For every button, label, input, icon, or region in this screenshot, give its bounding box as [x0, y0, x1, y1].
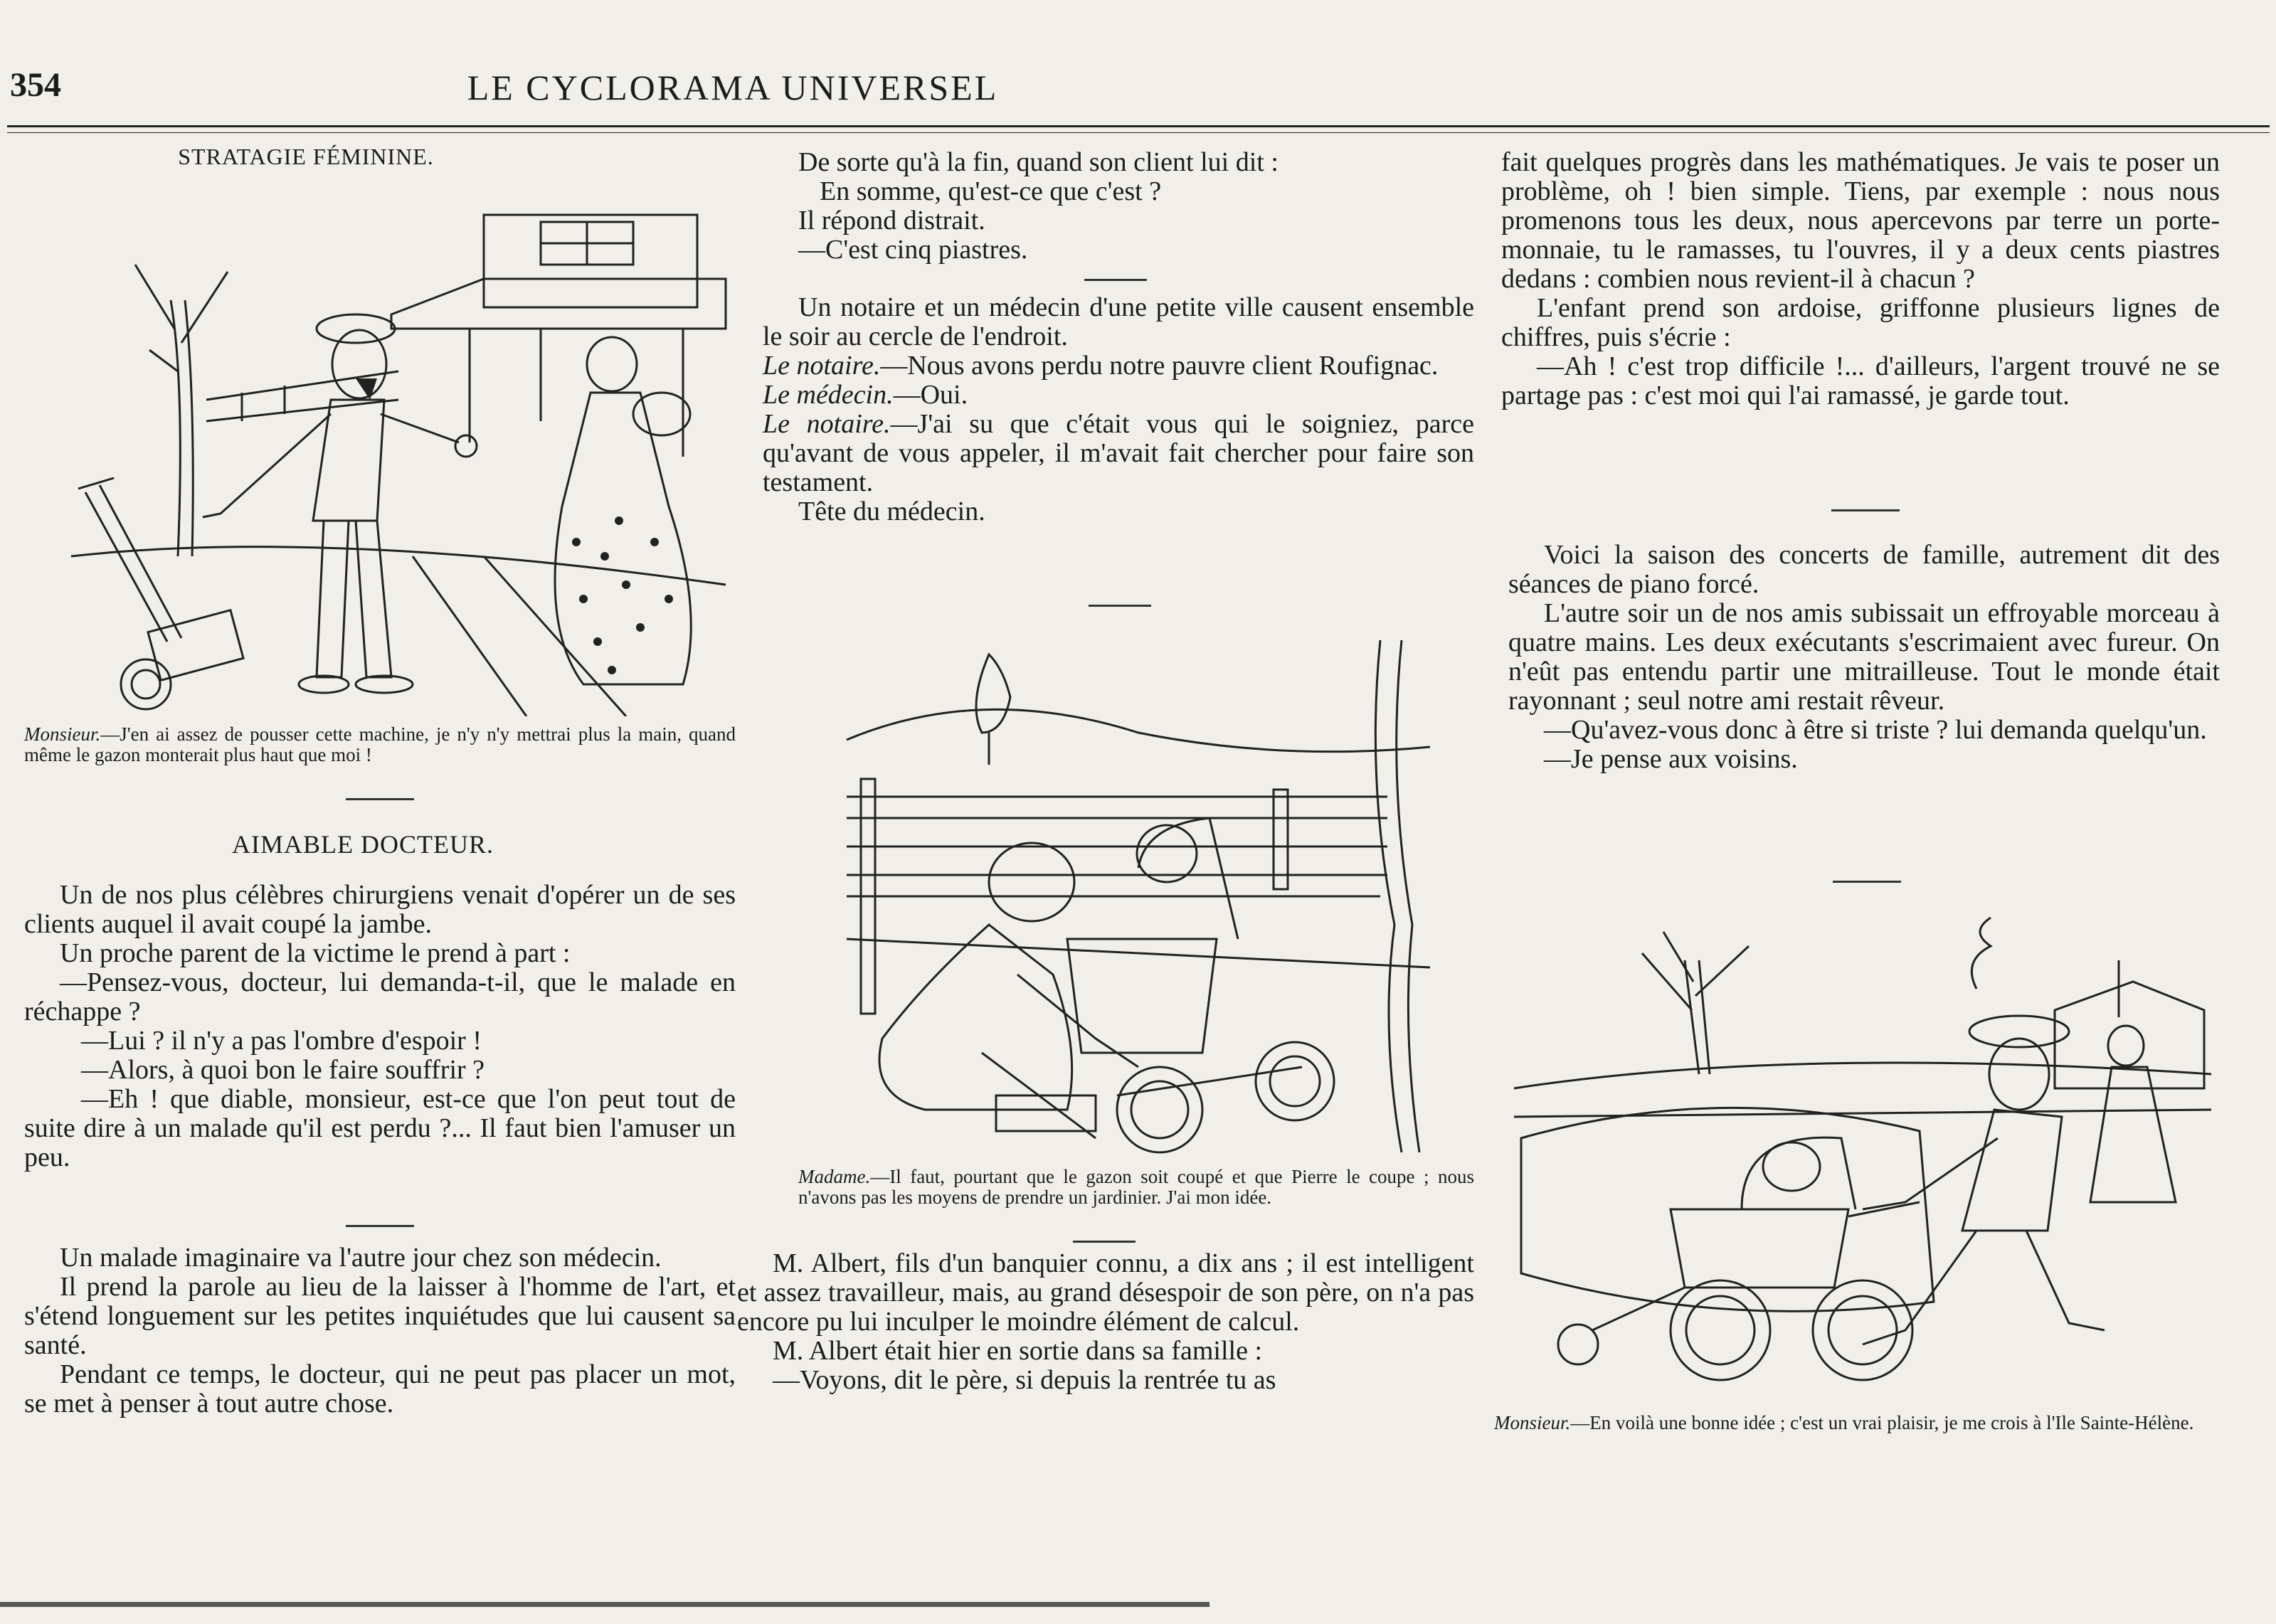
- paragraph: De sorte qu'à la fin, quand son client lui dit :: [798, 147, 1279, 177]
- dialogue-speaker: Le notaire.: [763, 351, 881, 381]
- publication-title: LE CYCLORAMA UNIVERSEL: [467, 68, 999, 107]
- separator: [1831, 509, 1900, 511]
- illustration-pram-mower-drawing: [1507, 903, 2218, 1401]
- paragraph: —Alors, à quoi bon le faire souffrir ?: [81, 1055, 485, 1085]
- paragraph: Pendant ce temps, le docteur, qui ne peut pas placer un mot, se met à penser à tout autre chose.: [24, 1359, 736, 1418]
- paragraph: Un notaire et un médecin d'une petite ville causent ensemble le soir au cercle de l'endroit.: [763, 292, 1474, 351]
- article-albert: [737, 1249, 1474, 1395]
- paragraph: Un de nos plus célèbres chirurgiens venait d'opérer un de ses clients auquel il avait coupé la jambe.: [24, 880, 736, 939]
- caption-pram-lawn: [798, 1167, 1474, 1208]
- dialogue-speaker: Le médecin.: [763, 380, 894, 410]
- caption-speaker: Monsieur.: [24, 723, 101, 745]
- caption-pram-mower: [1494, 1413, 2206, 1433]
- illustration-pram-lawn: [840, 640, 1437, 1158]
- section-heading-stratagie: STRATAGIE FÉMININE.: [178, 144, 434, 169]
- caption-text: —En voilà une bonne idée ; c'est un vrai plaisir, je me crois à l'Ile Sainte-Hélène.: [1570, 1412, 2194, 1433]
- dialogue-text: —Nous avons perdu notre pauvre client Roufignac.: [880, 351, 1439, 381]
- paragraph: Il prend la parole au lieu de la laisser à l'homme de l'art, et s'étend longuement sur les petites inquiétudes que lui causent sa santé.: [24, 1272, 736, 1360]
- page-number: 354: [10, 66, 61, 104]
- paragraph: L'enfant prend son ardoise, griffonne plusieurs lignes de chiffres, puis s'écrie :: [1501, 293, 2220, 352]
- paragraph: —Pensez-vous, docteur, lui demanda-t-il, que le malade en réchappe ?: [24, 967, 736, 1026]
- article-notaire: [763, 293, 1474, 526]
- separator: [1073, 1241, 1136, 1243]
- article-concert: [1508, 541, 2220, 774]
- paragraph: L'autre soir un de nos amis subissait un effroyable morceau à quatre mains. Les deux exécutants s'escrimaient avec fureur. On n'eût pas entendu partir une mitrailleuse. Tout le monde était rayonnant ; seul notre ami restait rêveur.: [1508, 598, 2220, 716]
- separator: [346, 798, 414, 800]
- illustration-pram-lawn-drawing: [840, 640, 1437, 1158]
- paragraph: —Eh ! que diable, monsieur, est-ce que l'on peut tout de suite dire à un malade qu'il est perdu ?... Il faut bien l'amuser un peu.: [24, 1084, 736, 1172]
- separator: [1084, 279, 1147, 281]
- header-rule: [7, 125, 2270, 127]
- header-rule-thin: [7, 132, 2270, 133]
- section-heading-docteur: AIMABLE DOCTEUR.: [232, 830, 494, 859]
- dialogue-text: —J'ai su que c'était vous qui le soigniez, parce qu'avant de vous appeler, il m'avait fait chercher pour faire son testament.: [763, 409, 1474, 497]
- article-albert-continued: [1501, 148, 2220, 410]
- dialogue-text: —Oui.: [893, 380, 968, 410]
- caption-lawnmower: [24, 724, 736, 765]
- paragraph: —Voyons, dit le père, si depuis la rentrée tu as: [773, 1365, 1276, 1395]
- paragraph: fait quelques progrès dans les mathématiques. Je vais te poser un problème, oh ! bien simple. Tiens, par exemple : nous nous promenons tous les deux, nous apercevons par terre un porte-monnaie, tu le ramasses, tu l'ouvres, il y a deux cents piastres dedans : combien nous revient-il à chacun ?: [1501, 147, 2220, 294]
- paragraph: M. Albert, fils d'un banquier connu, a dix ans ; il est intelligent et assez travailleur, mais, au grand désespoir de son père, on n'a pas encore pu lui inculper le moindre élément de calcul.: [737, 1248, 1474, 1337]
- dialogue-speaker: Le notaire.: [763, 409, 891, 439]
- caption-speaker: Monsieur.: [1494, 1412, 1571, 1433]
- caption-text: —J'en ai assez de pousser cette machine, je n'y n'y mettrai plus la main, quand même le gazon monterait plus haut que moi !: [24, 723, 736, 765]
- bottom-rule: [0, 1602, 1210, 1607]
- paragraph: Un malade imaginaire va l'autre jour chez son médecin.: [60, 1243, 662, 1273]
- article-docteur: [24, 881, 736, 1172]
- caption-text: —Il faut, pourtant que le gazon soit coupé et que Pierre le coupe ; nous n'avons pas les moyens de prendre un jardinier. J'ai mon idée.: [798, 1166, 1474, 1208]
- illustration-lawnmower-drawing: [43, 186, 740, 716]
- separator: [346, 1225, 414, 1227]
- paragraph: M. Albert était hier en sortie dans sa famille :: [773, 1336, 1263, 1366]
- paragraph: Tête du médecin.: [798, 497, 985, 526]
- paragraph: En somme, qu'est-ce que c'est ?: [820, 176, 1162, 206]
- paragraph: —C'est cinq piastres.: [798, 235, 1028, 265]
- paragraph: Il répond distrait.: [798, 206, 985, 235]
- article-malade-imaginaire: [24, 1243, 736, 1418]
- paragraph: —Qu'avez-vous donc à être si triste ? lui demanda quelqu'un.: [1544, 715, 2207, 745]
- paragraph: —Ah ! c'est trop difficile !... d'ailleurs, l'argent trouvé ne se partage pas : c'est moi qui l'ai ramassé, je garde tout.: [1501, 351, 2220, 410]
- paragraph: —Je pense aux voisins.: [1544, 744, 1798, 774]
- caption-speaker: Madame.: [798, 1166, 871, 1187]
- article-continuation: [763, 148, 1474, 265]
- illustration-pram-mower: [1507, 903, 2218, 1401]
- illustration-lawnmower: [43, 186, 740, 716]
- paragraph: Voici la saison des concerts de famille, autrement dit des séances de piano forcé.: [1508, 540, 2220, 599]
- paragraph: Un proche parent de la victime le prend à part :: [60, 938, 571, 968]
- paragraph: —Lui ? il n'y a pas l'ombre d'espoir !: [81, 1026, 482, 1056]
- separator: [1089, 605, 1151, 607]
- separator: [1833, 881, 1901, 883]
